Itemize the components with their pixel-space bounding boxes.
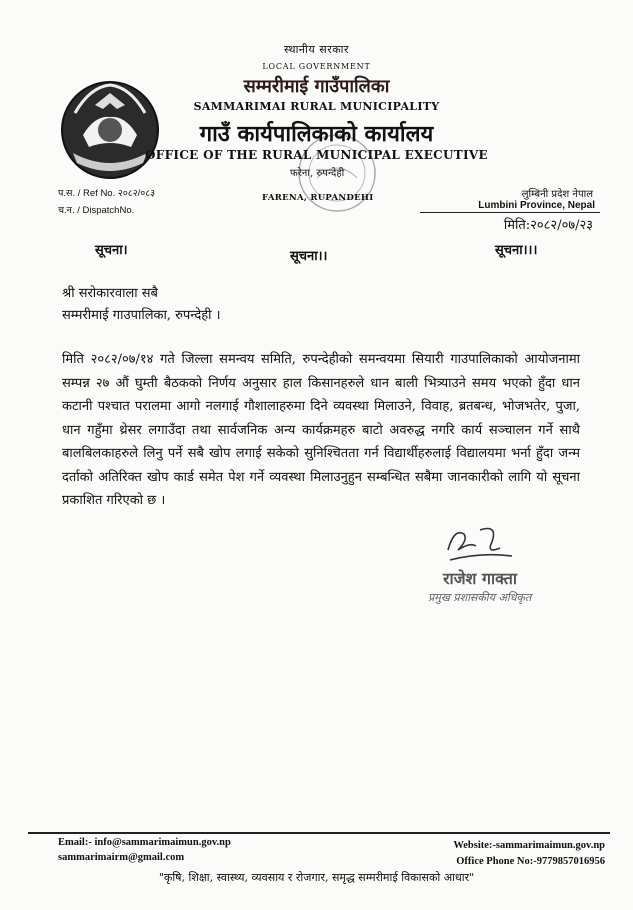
- ref-label: प.स. / Ref No.: [58, 188, 116, 199]
- recipient-line-2: सम्मरीमाई गाउपालिका, रुपन्देही ।: [62, 308, 221, 323]
- signer-title: प्रमुख प्रशासकीय अधिकृत: [428, 591, 532, 604]
- notice-heading-2: सूचना।।: [290, 249, 328, 264]
- ref-number: [58, 186, 155, 199]
- province-np: लुम्बिनी प्रदेश नेपाल: [521, 189, 593, 200]
- notice-heading-1: सूचना।: [95, 243, 128, 258]
- footer-website: Website:-sammarimaimun.gov.np: [453, 840, 605, 851]
- footer-email-1: Email:- info@sammarimaimun.gov.np: [58, 837, 231, 848]
- recipient-line-1: श्री सरोकारवाला सबै: [62, 286, 158, 301]
- office-title-np: गाउँ कार्यपालिकाको कार्यालय: [199, 121, 434, 147]
- municipality-name-np: सम्मरीमाई गाउँपालिका: [243, 76, 390, 97]
- address-np: फरेना, रुपन्देही: [290, 168, 345, 179]
- municipality-name-en: SAMMARIMAI RURAL MUNICIPALITY: [193, 100, 440, 113]
- footer-email-2: sammarimairm@gmail.com: [58, 852, 185, 863]
- address-en: FARENA, RUPANDEHI: [262, 193, 374, 203]
- dispatch-number: च.न. / DispatchNo.: [58, 205, 135, 216]
- footer-motto: "कृषि, शिक्षा, स्वास्थ्य, व्यवसाय र रोजगार, समृद्ध सम्मरीमाई विकासको आधार": [158, 871, 475, 884]
- header-divider: [420, 212, 600, 213]
- local-government-np: स्थानीय सरकार: [284, 43, 349, 56]
- signer-name: राजेश गाक्ता: [443, 569, 518, 588]
- notice-heading-3: सूचना।।।: [495, 243, 538, 258]
- footer-divider: [28, 832, 610, 834]
- ref-value: २०८२/०८३: [117, 188, 156, 199]
- letter-date: मिति:२०८२/०७/२३: [503, 218, 593, 233]
- signature-icon: [440, 520, 520, 565]
- province-en: Lumbini Province, Nepal: [478, 200, 595, 211]
- local-government-en: LOCAL GOVERNMENT: [262, 62, 371, 71]
- office-title-en: OFFICE OF THE RURAL MUNICIPAL EXECUTIVE: [145, 148, 488, 162]
- footer-phone: Office Phone No:-9779857016956: [456, 856, 605, 867]
- notice-body: मिति २०८२/०७/१४ गते जिल्ला समन्वय समिति, रुपन्देहीको समन्वयमा सियारी गाउपालिकाको आयोजनामा सम्पन्न २७ औं घुम्ती बैठकको निर्णय अनुसार हाल किसानहरुले धान बाली भित्र्याउने समय भएको हुँदा धान कटानी पश्चात परालमा आगो नलगाई गौशालाहरुमा दिने व्यवस्था मिलाउने, विवाह, ब्रतबन्ध, भोजभतेर, पुजा, धान गहुँमा थ्रेसर लगाउँदा तथा सार्वजनिक अन्य कार्यक्रमहरु बाटो अवरुद्ध नगरि कार्य सञ्चालन गर्ने साथै बालबिलकाहरुले लिनु पर्ने सबै खोप लगाई सकेको सुनिश्चितता गर्न विद्यार्थीहरुलाई विद्यालयमा भर्ना हुँदा जन्म दर्ताको अतिरिक्त खोप कार्ड समेत पेश गर्ने व्यवस्था मिलाउनुहुन सम्बन्धित सबैमा जानकारीको लागि यो सूचना प्रकाशित गरिएको छ ।: [62, 352, 580, 508]
